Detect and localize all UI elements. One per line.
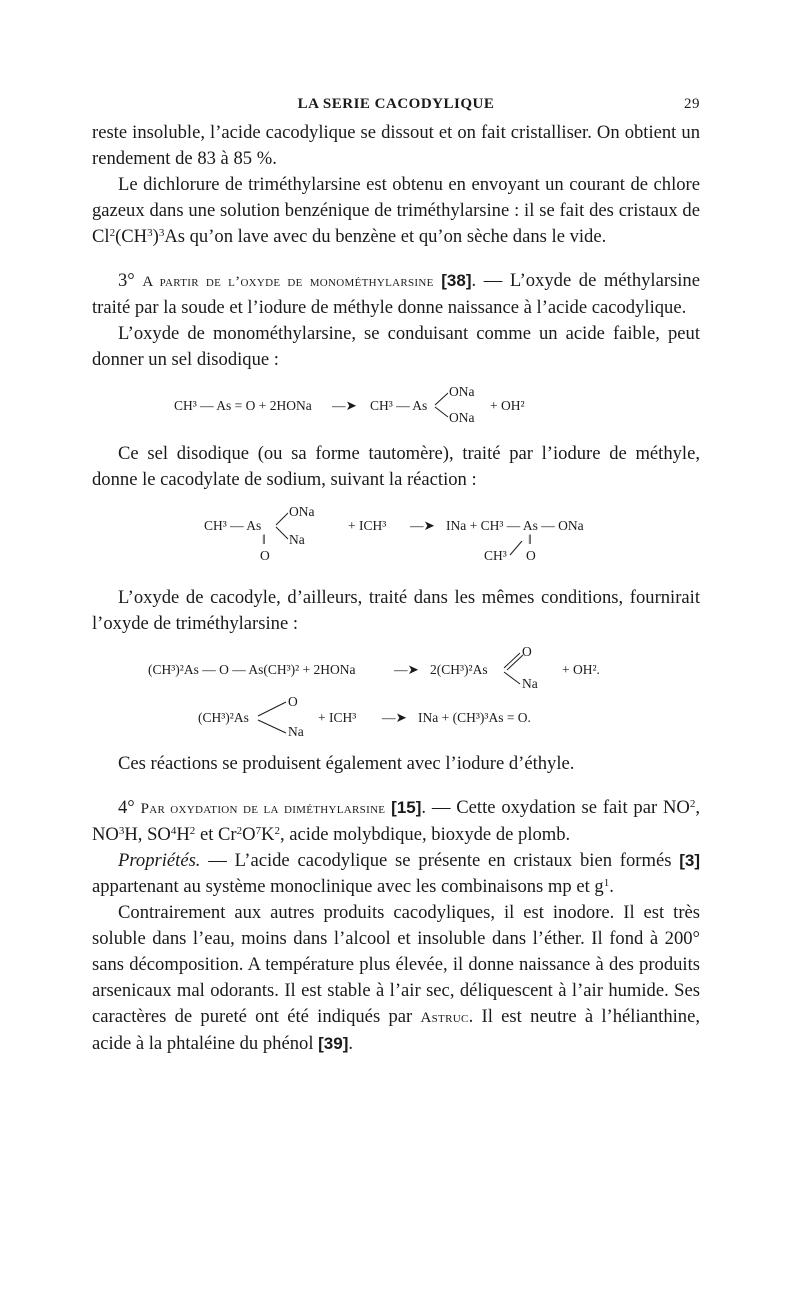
eq2-plus: + ICH³ [348,518,387,533]
running-title: LA SERIE CACODYLIQUE [297,96,495,112]
p8-s7: 2 [274,825,280,837]
section-number-3: 3° [118,270,135,291]
p10-a: Contrairement aux autres produits cacodyliques, il est inodore. Il est très soluble dans l’eau, moins dans l’alcool et insoluble dans l’éther. Il fond à 200° sans décomposition. A température plus élevée, il donne naissance à des produits arsenicaux mal odorants. Il est stable à l’air sec, déliquescent à l’air humide. Ses caractères de pureté ont été indiqués par [92,902,700,1027]
p2-c: As qu’on lave avec du benzène et qu’on sèche dans le vide. [164,226,607,247]
p8-d: H [176,824,190,845]
p2-b: (CH [115,226,148,247]
paragraph-3 [92,268,700,321]
p8-s5: 2 [236,825,243,837]
p9-a: — L’acide cacodylique se présente en cristaux bien formés [200,850,680,871]
reference-15: [15] [391,798,422,817]
eq3-bottom: Na [522,676,538,691]
paragraph-9 [92,848,700,900]
eq3-line2-arrow: —➤ [382,710,407,725]
p8-s6: 7 [255,825,262,837]
eq1-left: CH³ — As = O + 2HONa [174,398,312,413]
p8-s3: 4 [170,825,177,837]
section-title-3: A partir de l’oxyde de monométhylarsine [142,274,434,290]
eq2-ch3-below: CH³ [484,548,507,563]
eq1-bonds [92,373,102,383]
reference-38: [38] [441,271,472,290]
p9-c: . [609,876,614,897]
eq3-top: O [522,644,532,659]
eq2-o-below: O [260,548,270,563]
p8-e: et Cr [195,824,237,845]
paragraph-6 [92,585,700,637]
p8-g: K [261,824,275,845]
paragraph-10 [92,900,700,1057]
p6-text: L’oxyde de cacodyle, d’ailleurs, traité dans les mêmes conditions, fournirait l’oxyde de triméthylarsine : [92,587,700,634]
p8-s1: 2 [689,798,696,810]
eq3-line2-right: INa + (CH³)³As = O. [418,710,531,725]
p8-a: . — Cette oxydation se fait par NO [421,797,690,818]
p2-a: Le dichlorure de triméthylarsine est obtenu en envoyant un courant de chlore gazeux dans une solution benzénique de triméthylarsine : il se fait des cristaux de Cl [92,174,700,247]
paragraph-4 [92,321,700,373]
p2-sup1: 2 [109,227,116,239]
reference-39: [39] [318,1034,349,1053]
author-name: Astruc [420,1010,469,1026]
section-number-4: 4° [118,797,135,818]
p8-s4: 2 [189,825,196,837]
eq2-na: Na [289,532,305,547]
eq2-top: ONa [289,504,315,519]
section-title-4: Par oxydation de la diméthylarsine [140,801,386,817]
equation-3 [92,637,700,747]
running-header [92,96,700,120]
page-number: 29 [684,96,700,112]
p4-text: L’oxyde de monométhylarsine, se conduisant comme un acide faible, peut donner un sel disodique : [92,323,700,370]
reference-3: [3] [679,851,700,870]
p8-b: , NO [92,797,700,845]
p2-sup2: 3 [147,227,153,239]
p7-text: Ces réactions se produisent également avec l’iodure d’éthyle. [118,753,575,774]
eq3-line2-plus: + ICH³ [318,710,357,725]
p8-c: H, SO [124,824,171,845]
eq1-right: + OH² [490,398,525,413]
paragraph-7 [92,751,700,777]
p8-s2: 3 [118,825,125,837]
p10-c: . [348,1033,354,1054]
paragraph-1-text: reste insoluble, l’acide cacodylique se dissout et on fait cristalliser. On obtient un rendement de 83 à 85 %. [92,122,700,169]
paragraph-2: Le dichlorure de triméthylarsine est obtenu en envoyant un courant de chlore gazeux dans une solution benzénique de triméthylarsine : il se fait des cristaux de $Cl^2(CH^3)^3As$ qu’on lave avec du benzène et qu’on sèche dans le vide. [92,174,700,247]
eq3-mid: 2(CH³)²As [430,662,488,677]
eq3-line2-left: (CH³)²As [198,710,249,725]
p5-text: Ce sel disodique (ou sa forme tautomère), traité par l’iodure de méthyle, donne le cacodylate de sodium, suivant la réaction : [92,443,700,490]
eq1-top: ONa [449,384,475,399]
p10-b: . Il est neutre à l’hélianthine, acide à la phtaléine du phénol [92,1006,701,1054]
eq3-line2-top: O [288,694,298,709]
eq3-line2-bottom: Na [288,724,304,739]
page [92,96,700,1057]
eq3-left: (CH³)²As — O — As(CH³)² + 2HONa [148,662,356,677]
eq1-bottom: ONa [449,410,475,425]
properties-label: Propriétés. [118,850,201,871]
equation-2 [92,493,700,571]
paragraph-8 [92,795,700,848]
eq2-double-bond: ‖ [262,532,266,547]
p2-sup3: 3 [158,227,165,239]
paragraph-5 [92,441,700,493]
eq2-right: INa + CH³ — As — ONa [446,518,584,533]
paragraph-1 [92,120,700,172]
eq3-right: + OH². [562,662,600,677]
p9-sup: 1 [603,877,610,889]
eq3-bonds [92,637,102,647]
eq1-mid: CH³ — As [370,398,428,413]
eq1-arrow: —➤ [332,398,357,413]
eq2-bonds [92,493,102,503]
p8-h: , acide molybdique, bioxyde de plomb. [279,824,571,845]
eq2-o-below-2: O [526,548,536,563]
equation-1 [92,373,700,427]
p3-rest: . — L’oxyde de méthylarsine traité par la soude et l’iodure de méthyle donne naissance à l’acide cacodylique. [92,270,700,318]
eq2-double-bond-2: ‖ [528,532,532,547]
eq3-arrow: —➤ [394,662,419,677]
eq2-left: CH³ — As [204,518,262,533]
p8-f: O [242,824,256,845]
eq2-arrow: —➤ [410,518,435,533]
p9-b: appartenant au système monoclinique avec les combinaisons mp et g [92,876,604,897]
